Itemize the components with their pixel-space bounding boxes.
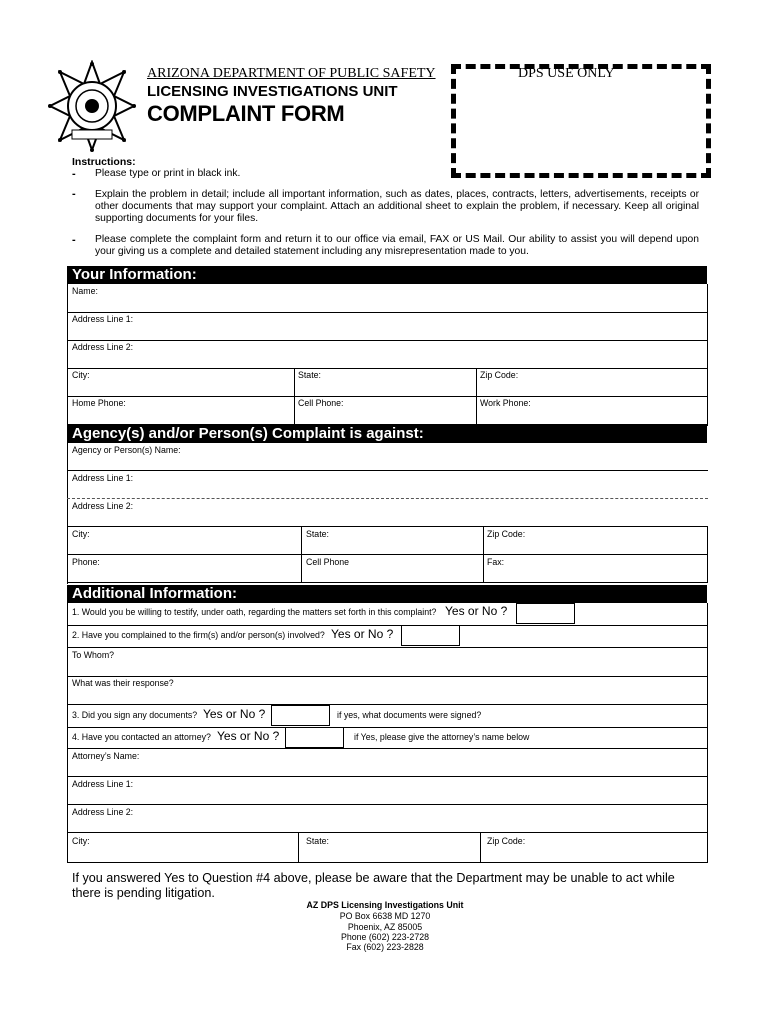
agency-name-field[interactable]: Agency or Person(s) Name: xyxy=(72,445,181,455)
against-address-line-1-field[interactable]: Address Line 1: xyxy=(72,473,134,483)
zip-code-field[interactable]: Zip Code: xyxy=(480,370,519,380)
footer-po-box: PO Box 6638 MD 1270 xyxy=(339,911,431,921)
against-cell-phone-field[interactable]: Cell Phone xyxy=(306,557,350,567)
section-heading-your-information: Your Information: xyxy=(67,266,707,284)
work-phone-field[interactable]: Work Phone: xyxy=(480,398,531,408)
against-address-line-2-field[interactable]: Address Line 2: xyxy=(72,501,134,511)
complaint-against-table xyxy=(67,443,708,584)
question-1-yes-or-no: Yes or No ? xyxy=(445,604,508,618)
attorney-zip-code-field[interactable]: Zip Code: xyxy=(487,836,526,846)
dps-badge-logo xyxy=(48,60,136,152)
against-city-field[interactable]: City: xyxy=(72,529,90,539)
question-4-follow-up: if Yes, please give the attorney’s name below xyxy=(354,732,530,742)
instruction-1: Please type or print in black ink. xyxy=(95,168,241,179)
bullet: - xyxy=(72,168,76,180)
form-title: COMPLAINT FORM xyxy=(147,101,345,126)
cell-phone-field[interactable]: Cell Phone: xyxy=(298,398,344,408)
home-phone-field[interactable]: Home Phone: xyxy=(72,398,126,408)
department-name: ARIZONA DEPARTMENT OF PUBLIC SAFETY xyxy=(147,66,436,81)
address-line-2-field[interactable]: Address Line 2: xyxy=(72,342,134,352)
your-information-table xyxy=(67,284,708,426)
footer-city: Phoenix, AZ 85005 xyxy=(347,922,423,932)
question-3-yes-or-no: Yes or No ? xyxy=(203,707,266,721)
instruction-3: Please complete the complaint form and return it to our office via email, FAX or US Mail. Our ability to assist you will depend upon your giving us a complete and detailed statement including any misrepresentation made to you. xyxy=(95,234,699,257)
litigation-note: If you answered Yes to Question #4 above, please be aware that the Department may be unable to act while there is pending litigation. xyxy=(72,871,675,900)
question-2-answer-box[interactable] xyxy=(401,625,460,646)
city-field[interactable]: City: xyxy=(72,370,90,380)
question-1-answer-box[interactable] xyxy=(516,603,575,624)
question-2-label: 2. Have you complained to the firm(s) and/or person(s) involved? xyxy=(72,630,325,640)
question-3-answer-box[interactable] xyxy=(271,705,330,726)
attorney-city-field[interactable]: City: xyxy=(72,836,90,846)
footer-phone: Phone (602) 223-2728 xyxy=(340,932,430,942)
to-whom-field[interactable]: To Whom? xyxy=(72,650,115,660)
bullet: - xyxy=(72,188,76,200)
section-heading-complaint-against: Agency(s) and/or Person(s) Complaint is against: xyxy=(67,425,707,443)
dps-use-only-label: DPS USE ONLY xyxy=(518,66,615,81)
section-heading-additional-information: Additional Information: xyxy=(67,585,707,603)
unit-name: LICENSING INVESTIGATIONS UNIT xyxy=(147,83,398,100)
name-field[interactable]: Name: xyxy=(72,286,98,296)
footer-org: AZ DPS Licensing Investigations Unit xyxy=(306,900,464,910)
address-line-1-field[interactable]: Address Line 1: xyxy=(72,314,134,324)
question-3-follow-up[interactable]: if yes, what documents were signed? xyxy=(337,710,482,720)
instruction-2: Explain the problem in detail; include all important information, such as dates, places, contracts, letters, advertisements, receipts or other documents that may support your complaint. Attach an additional sheet to explain the problem, if necessary. Keep all original supporting documents for your files. xyxy=(95,189,699,224)
against-state-field[interactable]: State: xyxy=(306,529,329,539)
bullet: - xyxy=(72,234,76,246)
question-4-answer-box[interactable] xyxy=(285,727,344,748)
instructions-heading: Instructions: xyxy=(72,156,136,168)
question-4-yes-or-no: Yes or No ? xyxy=(217,729,280,743)
against-fax-field[interactable]: Fax: xyxy=(487,557,505,567)
footer-fax: Fax (602) 223-2828 xyxy=(346,942,424,952)
question-1-label: 1. Would you be willing to testify, under oath, regarding the matters set forth in this complaint? xyxy=(72,607,437,617)
question-4-label: 4. Have you contacted an attorney? xyxy=(72,732,211,742)
question-3-label: 3. Did you sign any documents? xyxy=(72,710,198,720)
attorney-state-field[interactable]: State: xyxy=(306,836,329,846)
their-response-field[interactable]: What was their response? xyxy=(72,678,174,688)
attorney-name-field[interactable]: Attorney’s Name: xyxy=(72,751,140,761)
against-phone-field[interactable]: Phone: xyxy=(72,557,100,567)
attorney-address-line-1-field[interactable]: Address Line 1: xyxy=(72,779,134,789)
question-2-yes-or-no: Yes or No ? xyxy=(331,627,394,641)
state-field[interactable]: State: xyxy=(298,370,321,380)
against-zip-code-field[interactable]: Zip Code: xyxy=(487,529,526,539)
attorney-address-line-2-field[interactable]: Address Line 2: xyxy=(72,807,134,817)
